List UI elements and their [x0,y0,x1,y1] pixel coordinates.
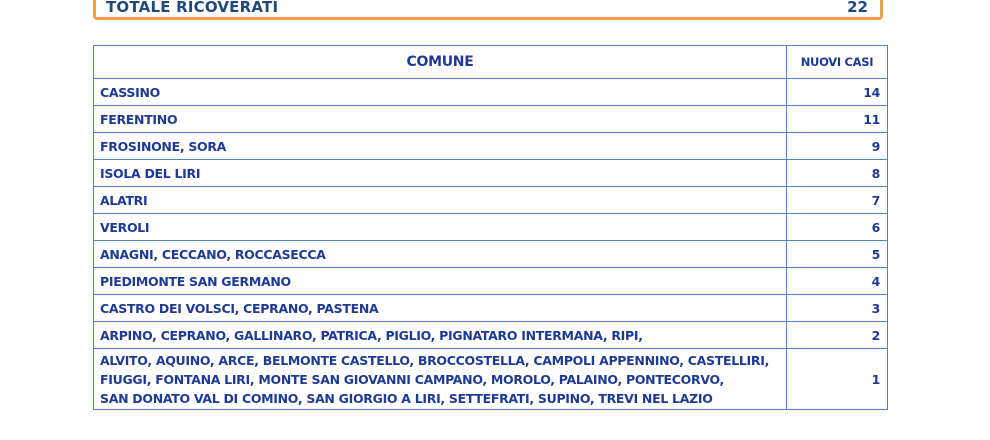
table-row [94,322,888,349]
table-header-row [94,46,888,79]
comune-cell: VEROLI [94,214,787,241]
comune-cell [94,349,787,410]
comune-cell: CASTRO DEI VOLSCI, CEPRANO, PASTENA [94,295,787,322]
header-nuovi-casi: NUOVI CASI [787,46,888,79]
comune-line: FIUGGI, FONTANA LIRI, MONTE SAN GIOVANNI CAMPANO, MOROLO, PALAINO, PONTECORVO, [100,371,724,387]
comune-line: SAN DONATO VAL DI COMINO, SAN GIORGIO A LIRI, SETTEFRATI, SUPINO, TREVI NEL LAZIO [100,390,713,406]
comune-cell: ISOLA DEL LIRI [94,160,787,187]
total-value: 22 [847,0,868,16]
nuovi-casi-cell: 9 [787,133,888,160]
nuovi-casi-cell: 6 [787,214,888,241]
comune-cell: ANAGNI, CECCANO, ROCCASECCA [94,241,787,268]
table-row [94,268,888,295]
table-row [94,349,888,410]
table-row [94,295,888,322]
table-row [94,133,888,160]
nuovi-casi-cell: 8 [787,160,888,187]
nuovi-casi-cell: 14 [787,79,888,106]
table-row [94,79,888,106]
nuovi-casi-cell: 2 [787,322,888,349]
comune-cell: FERENTINO [94,106,787,133]
nuovi-casi-cell: 1 [787,349,888,410]
nuovi-casi-cell: 7 [787,187,888,214]
new-cases-table [93,45,888,410]
comune-cell: CASSINO [94,79,787,106]
table-row [94,214,888,241]
comune-cell: PIEDIMONTE SAN GERMANO [94,268,787,295]
nuovi-casi-cell: 4 [787,268,888,295]
table-row [94,187,888,214]
nuovi-casi-cell: 3 [787,295,888,322]
table-row [94,106,888,133]
comune-cell: ALATRI [94,187,787,214]
comune-cell: ARPINO, CEPRANO, GALLINARO, PATRICA, PIGLIO, PIGNATARO INTERMANA, RIPI, [94,322,787,349]
nuovi-casi-cell: 11 [787,106,888,133]
table-row [94,241,888,268]
nuovi-casi-cell: 5 [787,241,888,268]
comune-line: ALVITO, AQUINO, ARCE, BELMONTE CASTELLO, BROCCOSTELLA, CAMPOLI APPENNINO, CASTELLIRI, [100,352,770,368]
header-comune: COMUNE [94,46,787,79]
total-label: TOTALE RICOVERATI [106,0,279,16]
comune-cell: FROSINONE, SORA [94,133,787,160]
total-ricoverati-box [93,0,883,20]
table-row [94,160,888,187]
